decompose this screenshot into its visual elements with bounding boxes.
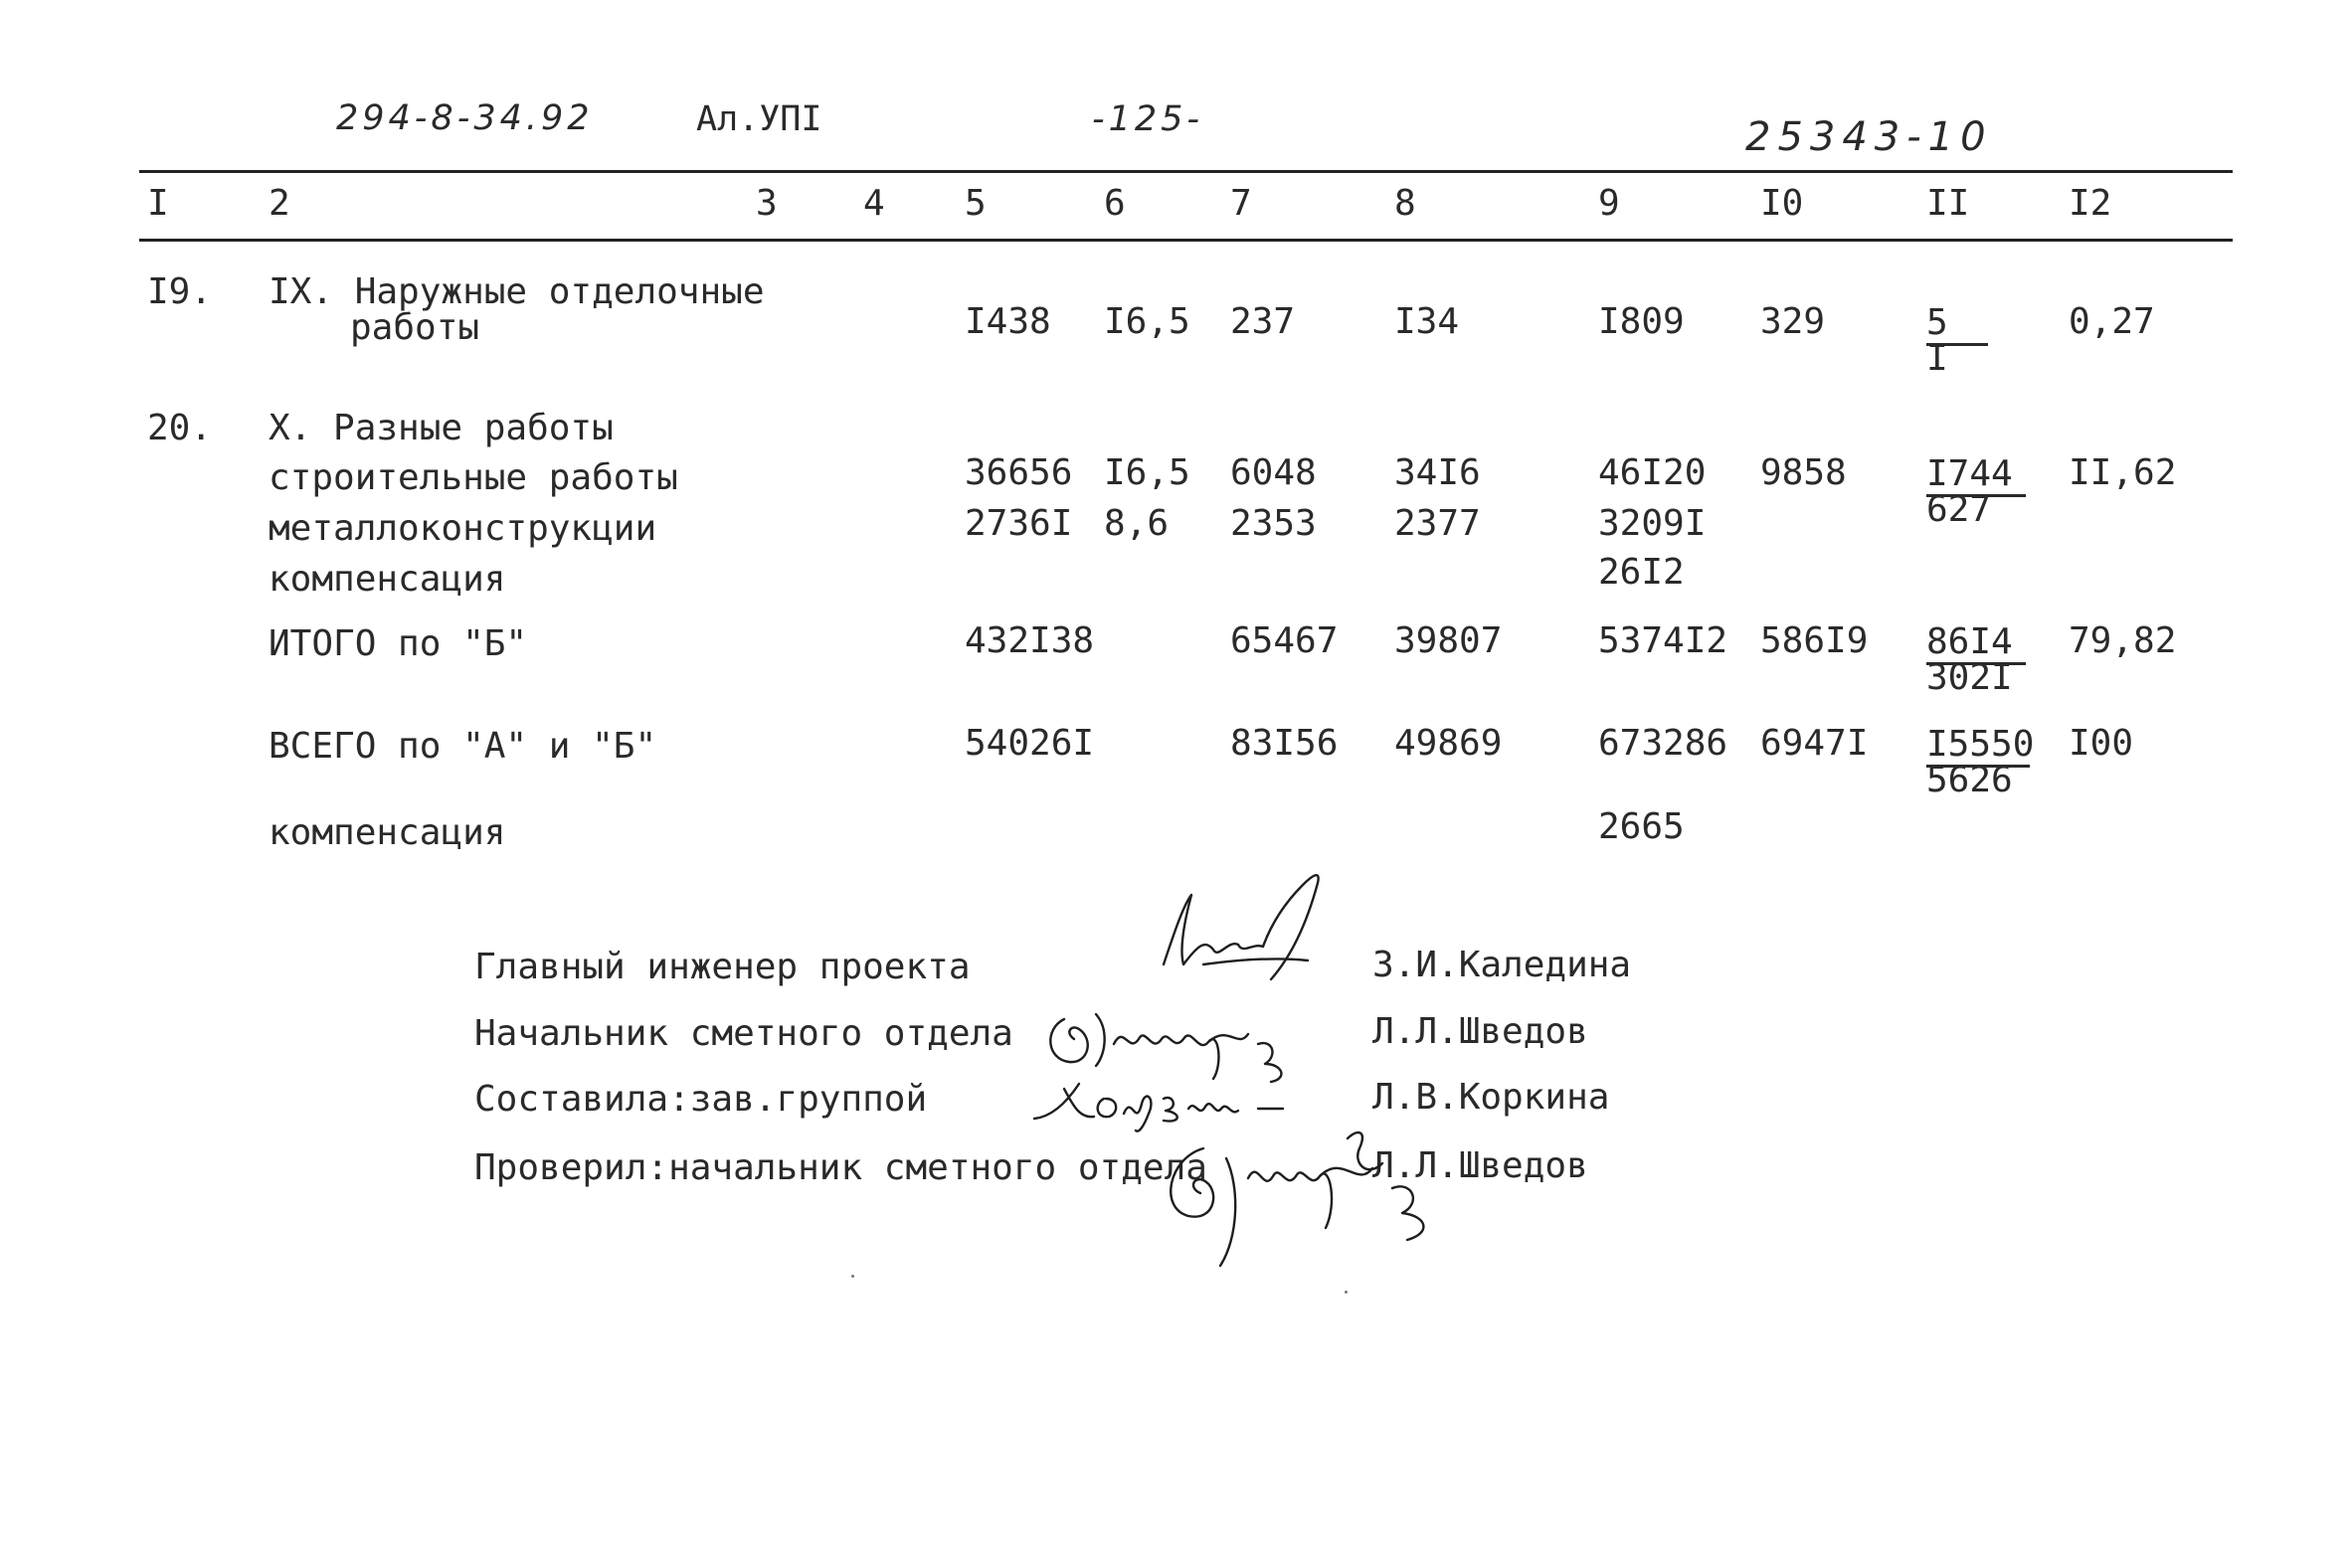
doc-number: 294-8-34.92 xyxy=(336,98,594,138)
subrow-label: компенсация xyxy=(269,559,506,600)
cell-c9: 26I2 xyxy=(1598,552,1685,593)
col-header: 6 xyxy=(1104,183,1126,224)
col-header: 4 xyxy=(863,183,885,224)
row-name: X. Разные работы xyxy=(269,408,614,448)
signature-role: Составила:зав.группой xyxy=(474,1079,928,1120)
cell-c6: I6,5 xyxy=(1104,452,1190,493)
table-top-rule xyxy=(139,170,2233,173)
scan-speck xyxy=(1345,1291,1348,1294)
cell-c5: 54026I xyxy=(965,723,1095,764)
col-header: 8 xyxy=(1394,183,1416,224)
cell-c12: II,62 xyxy=(2069,452,2177,493)
row-number: I9. xyxy=(147,271,213,312)
signature-shvedov-check xyxy=(1149,1119,1487,1268)
fraction-numerator: 86I4 xyxy=(1926,623,2026,665)
col-header: I xyxy=(147,183,169,224)
signature-role: Проверил:начальник сметного отдела xyxy=(474,1147,1207,1188)
cell-c9: 5374I2 xyxy=(1598,620,1728,661)
subtotal-label: ИТОГО по "Б" xyxy=(269,623,528,664)
cell-c11-fraction xyxy=(1926,623,2026,697)
inventory-number: 25343-10 xyxy=(1745,114,1993,160)
signature-name: Л.Л.Шведов xyxy=(1372,1011,1588,1052)
cell-c7: 237 xyxy=(1230,301,1296,342)
signature-role: Начальник сметного отдела xyxy=(474,1013,1013,1054)
cell-c10: 329 xyxy=(1760,301,1826,342)
row-name-cont: работы xyxy=(350,307,480,348)
fraction-numerator: I744 xyxy=(1926,455,2026,497)
cell-c10: 586I9 xyxy=(1760,620,1869,661)
col-header: 2 xyxy=(269,183,290,224)
cell-c5: 36656 xyxy=(965,452,1073,493)
cell-c5: 2736I xyxy=(965,503,1073,544)
cell-c9: 46I20 xyxy=(1598,452,1707,493)
cell-c8: 49869 xyxy=(1394,723,1503,764)
cell-c10: 6947I xyxy=(1760,723,1869,764)
fraction-denominator: I xyxy=(1926,337,1948,379)
cell-c12: 0,27 xyxy=(2069,301,2155,342)
cell-c7: 2353 xyxy=(1230,503,1317,544)
col-header: 7 xyxy=(1230,183,1252,224)
cell-c10: 9858 xyxy=(1760,452,1847,493)
fraction-denominator: 627 xyxy=(1926,488,1992,530)
row-name: IX. Наружные отделочные xyxy=(269,271,765,312)
row-number: 20. xyxy=(147,408,213,448)
cell-c12: 79,82 xyxy=(2069,620,2177,661)
col-header: II xyxy=(1926,183,1970,224)
signature-name: Л.В.Коркина xyxy=(1372,1077,1610,1118)
total-label: ВСЕГО по "А" и "Б" xyxy=(269,726,657,767)
cell-c9: 2665 xyxy=(1598,806,1685,847)
cell-c7: 83I56 xyxy=(1230,723,1339,764)
cell-c9: 673286 xyxy=(1598,723,1728,764)
cell-c8: I34 xyxy=(1394,301,1460,342)
cell-c7: 6048 xyxy=(1230,452,1317,493)
cell-c11-fraction xyxy=(1926,304,1988,378)
page-number: -125- xyxy=(1092,99,1204,139)
cell-c9: I809 xyxy=(1598,301,1685,342)
cell-c5: 432I38 xyxy=(965,620,1095,661)
col-header: I0 xyxy=(1760,183,1804,224)
col-header: I2 xyxy=(2069,183,2112,224)
cell-c9: 3209I xyxy=(1598,503,1707,544)
cell-c12: I00 xyxy=(2069,723,2134,764)
fraction-denominator: 302I xyxy=(1926,656,2013,698)
cell-c7: 65467 xyxy=(1230,620,1339,661)
cell-c8: 2377 xyxy=(1394,503,1481,544)
cell-c6: I6,5 xyxy=(1104,301,1190,342)
cell-c11-fraction xyxy=(1926,724,2035,800)
cell-c11-fraction xyxy=(1926,455,2026,529)
cell-c8: 39807 xyxy=(1394,620,1503,661)
subrow-label: металлоконструкции xyxy=(269,508,657,549)
compensation-label: компенсация xyxy=(269,812,506,853)
album-label: Ал.УПI xyxy=(696,99,822,139)
col-header: 9 xyxy=(1598,183,1620,224)
col-header: 3 xyxy=(756,183,778,224)
col-header: 5 xyxy=(965,183,987,224)
table-header-rule xyxy=(139,239,2233,242)
cell-c8: 34I6 xyxy=(1394,452,1481,493)
signature-name: Л.Л.Шведов xyxy=(1372,1145,1588,1186)
cell-c6: 8,6 xyxy=(1104,503,1170,544)
signature-kaledina xyxy=(1144,865,1372,994)
signature-name: З.И.Каледина xyxy=(1372,945,1632,985)
subrow-label: строительные работы xyxy=(269,457,678,498)
fraction-numerator: 5 xyxy=(1926,304,1988,346)
signature-role: Главный инженер проекта xyxy=(474,947,971,987)
fraction-numerator: I5550 xyxy=(1926,726,2030,768)
fraction-denominator: 5626 xyxy=(1926,759,2013,800)
scan-speck xyxy=(851,1275,854,1278)
cell-c5: I438 xyxy=(965,301,1051,342)
